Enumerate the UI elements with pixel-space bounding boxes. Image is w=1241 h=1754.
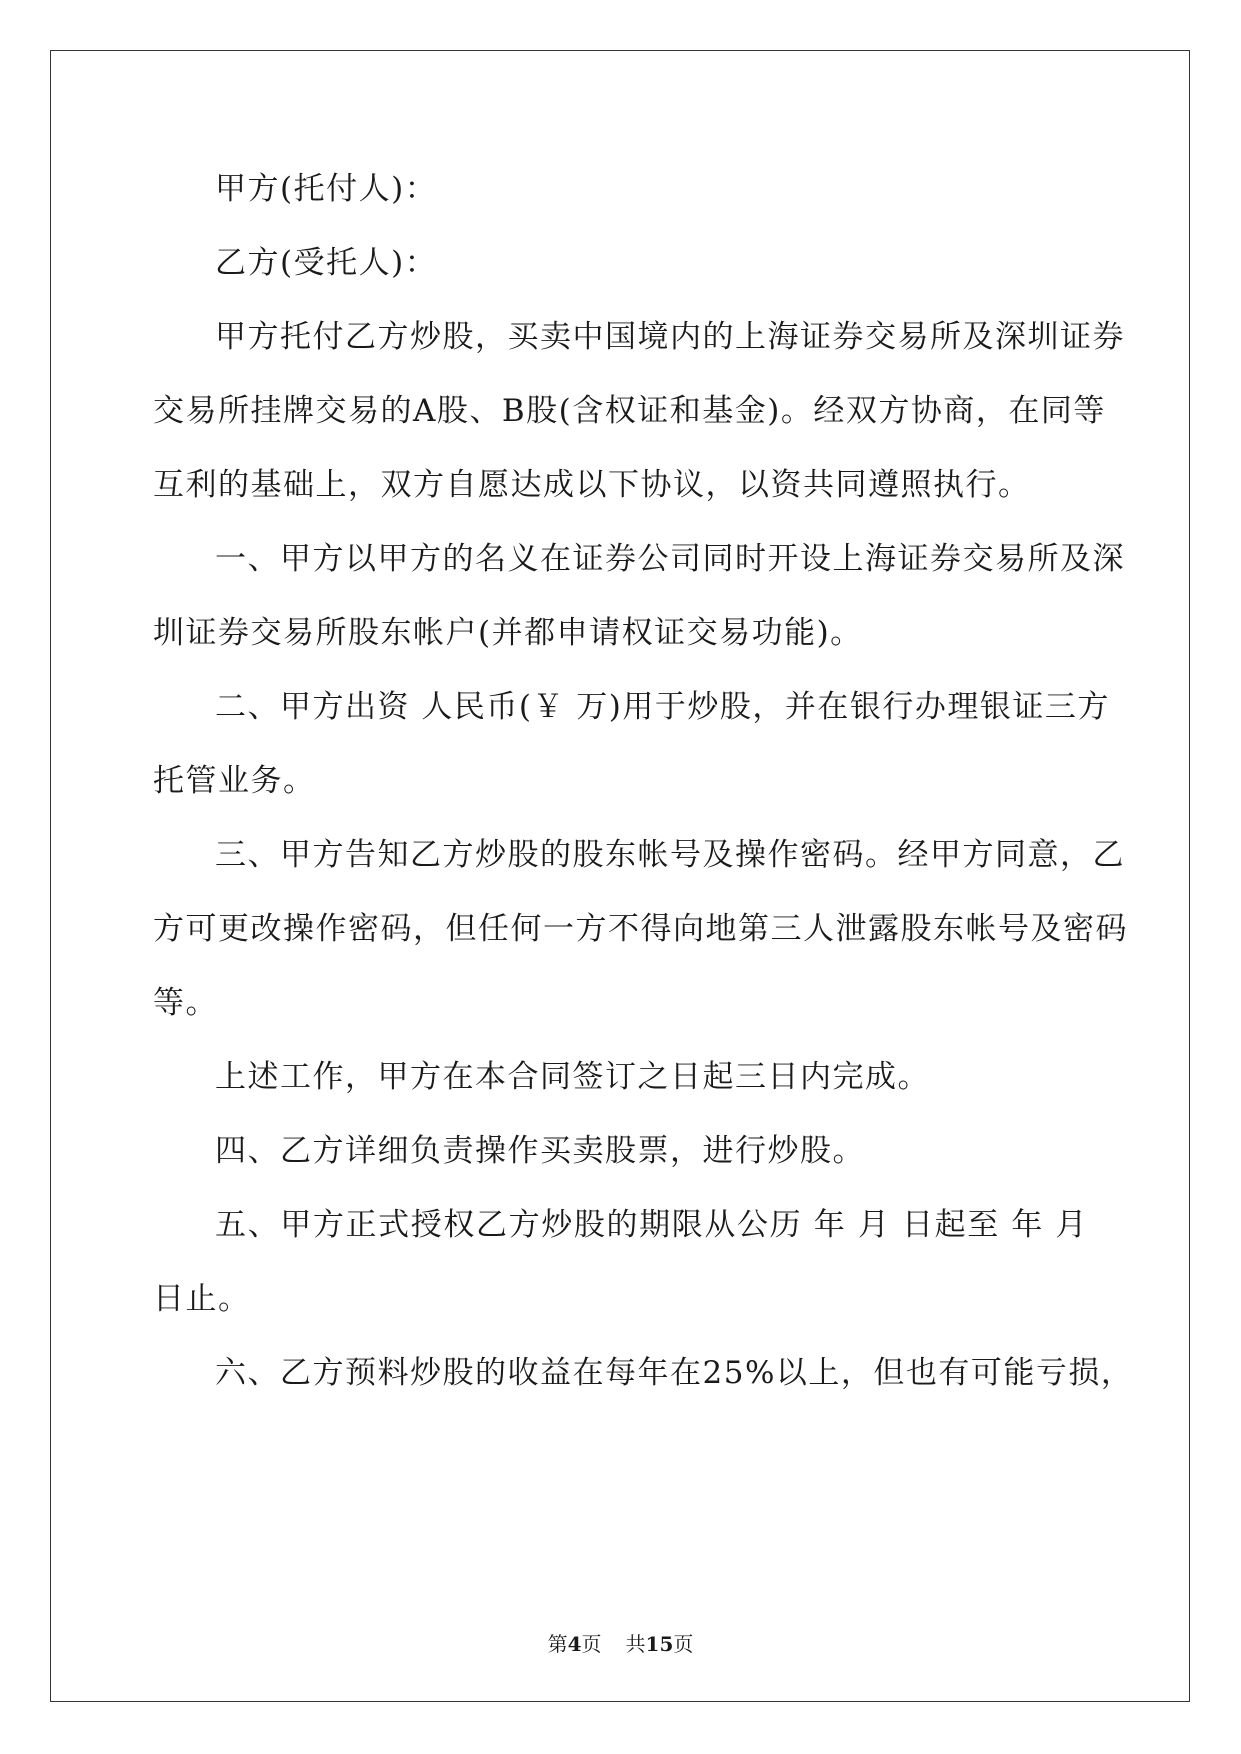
paragraph-line: 互利的基础上，双方自愿达成以下协议，以资共同遵照执行。	[153, 467, 1031, 503]
paragraph-line: 交易所挂牌交易的A股、B股(含权证和基金)。经双方协商，在同等	[153, 393, 1106, 429]
clause-1-line: 一、甲方以甲方的名义在证券公司同时开设上海证券交易所及深	[215, 541, 1125, 577]
clause-2-line: 托管业务。	[153, 763, 316, 799]
page-footer	[0, 1628, 1241, 1657]
total-pages: 15	[645, 1632, 674, 1656]
paragraph-line: 上述工作，甲方在本合同签订之日起三日内完成。	[215, 1059, 930, 1095]
clause-5-line: 日止。	[153, 1281, 251, 1317]
clause-1-line: 圳证券交易所股东帐户(并都申请权证交易功能)。	[153, 615, 863, 651]
paragraph-line: 甲方托付乙方炒股，买卖中国境内的上海证券交易所及深圳证券	[215, 319, 1125, 355]
total-prefix: 共	[625, 1632, 646, 1656]
clause-5-line: 五、甲方正式授权乙方炒股的期限从公历 年 月 日起至 年 月	[215, 1207, 1088, 1243]
clause-3-line: 方可更改操作密码，但任何一方不得向地第三人泄露股东帐号及密码	[153, 911, 1128, 947]
total-suffix: 页	[673, 1632, 694, 1656]
clause-3-line: 等。	[153, 985, 218, 1021]
clause-4-line: 四、乙方详细负责操作买卖股票，进行炒股。	[215, 1133, 865, 1169]
clause-2-line: 二、甲方出资 人民币(￥ 万)用于炒股，并在银行办理银证三方	[215, 689, 1110, 725]
party-b-line: 乙方(受托人)：	[215, 245, 438, 281]
clause-3-line: 三、甲方告知乙方炒股的股东帐号及操作密码。经甲方同意，乙	[215, 837, 1125, 873]
clause-6-line: 六、乙方预料炒股的收益在每年在25%以上，但也有可能亏损，	[215, 1355, 1134, 1391]
page-prefix: 第	[547, 1632, 568, 1656]
page-suffix: 页	[581, 1632, 602, 1656]
document-body	[153, 152, 1134, 1410]
party-a-line: 甲方(托付人)：	[215, 171, 438, 207]
page-number: 4	[567, 1632, 582, 1656]
